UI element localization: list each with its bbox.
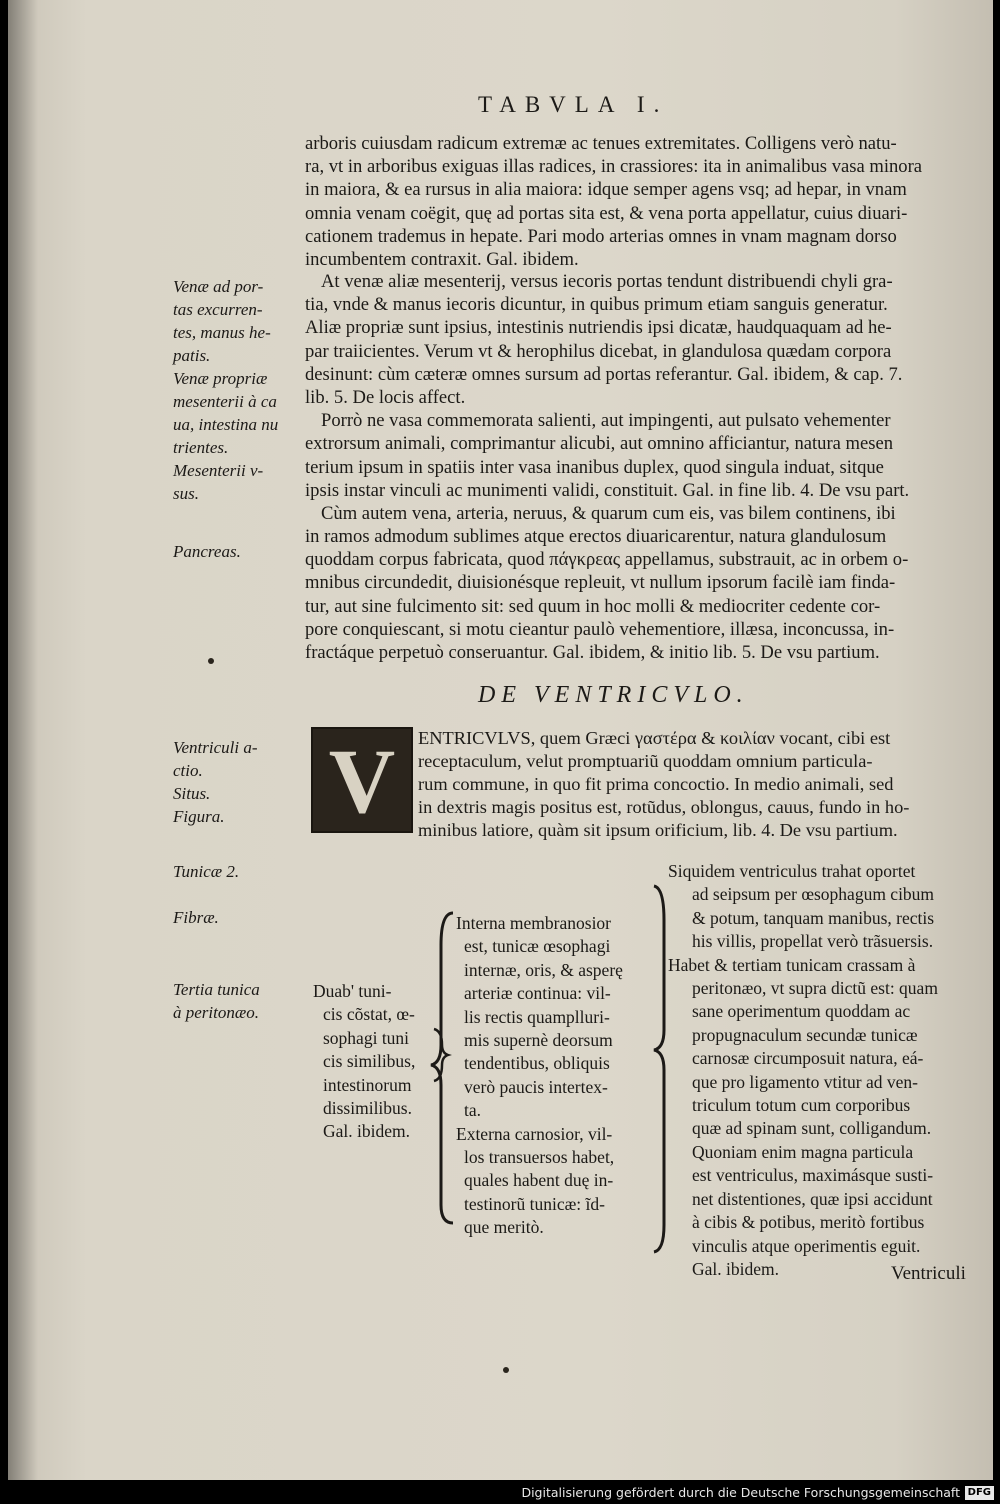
section-heading: DE VENTRICVLO. (478, 682, 749, 708)
text-line: Gal. ibidem. (323, 1121, 410, 1142)
margin-notes-ventriculi (173, 736, 258, 828)
text-line: desinunt: cùm cæteræ omnes sursum ad portas referantur. Gal. ibidem, & cap. 7. (305, 363, 903, 385)
margin-note-tunicae: Tunicæ 2. (173, 862, 240, 881)
text-line: his villis, propellat verò trãsuersis. (692, 931, 934, 952)
text-line: quoddam corpus fabricata, quod πάγκρεας appellamus, substrauit, ac in orbem o- (305, 549, 909, 571)
text-line: arboris cuiusdam radicum extremæ ac tenues extremitates. Colligens verò natu- (305, 133, 897, 154)
text-line: triculum totum cum corporibus (692, 1095, 911, 1116)
text-line: arteriæ continua: vil- (464, 983, 611, 1004)
running-head: TABVLA I. (478, 92, 669, 117)
text-line: cis cõstat, œ- (323, 1004, 415, 1025)
text-line: in ramos admodum sublimes atque erectos diuaricarentur, natura glandulosum (305, 526, 887, 548)
text-line: minibus latiore, quàm sit ipsum orificium, lib. 4. De vsu partium. (418, 820, 898, 841)
text-line: ta. (464, 1100, 482, 1121)
column-siquidem (668, 860, 938, 1281)
margin-note-line: Figura. (173, 807, 225, 826)
margin-note-line: patis. (173, 346, 211, 365)
text-line: Gal. ibidem. (692, 1258, 779, 1279)
ventriculus-paragraph-cont (305, 796, 909, 842)
text-line: verò paucis intertex- (464, 1076, 608, 1097)
margin-note-line: Ventriculi a- (173, 738, 258, 757)
small-brace (430, 1025, 452, 1085)
margin-note-tertia-tunica (173, 978, 260, 1024)
margin-note-pancreas: Pancreas. (173, 542, 241, 561)
text-line: quæ ad spinam sunt, colligandum. (692, 1118, 932, 1139)
text-line: incumbentem contraxit. Gal. ibidem. (305, 248, 579, 270)
paragraph-2 (305, 270, 909, 664)
margin-note-line: Venæ propriæ (173, 369, 268, 388)
text-line: est ventriculus, maximásque susti- (692, 1165, 934, 1186)
ink-spot (208, 658, 214, 664)
footer-text: Digitalisierung gefördert durch die Deutsche Forschungsgemeinschaft (521, 1485, 960, 1500)
text-line: los transuersos habet, (464, 1147, 615, 1168)
margin-note-line: Mesenterii v- (173, 461, 264, 480)
text-line: ra, vt in arboribus exiguas illas radices, in crassiores: ita in animalibus vasa minora (305, 156, 923, 178)
text-line: Duab' tuni- (313, 981, 392, 1001)
margin-note-line: tas excurren- (173, 300, 263, 319)
text-line: receptaculum, velut promptuariũ quoddam omnium particula- (418, 751, 873, 772)
margin-note-line: ctio. (173, 761, 203, 780)
text-line: Externa carnosior, vil- (456, 1123, 613, 1144)
text-line: peritonæo, vt supra dictũ est: quam (692, 978, 938, 999)
ventriculus-paragraph (418, 727, 894, 797)
margin-note-line: Venæ ad por- (173, 277, 264, 296)
text-line: lis rectis quamplluri- (464, 1006, 610, 1027)
text-line: vinculis atque operimentis eguit. (692, 1235, 921, 1256)
text-line: sane operimentum quoddam ac (692, 1001, 911, 1022)
text-line: dissimilibus. (323, 1098, 412, 1119)
text-line: Cùm autem vena, arteria, neruus, & quarum cum eis, vas bilem continens, ibi (321, 502, 896, 524)
margin-note-line: sus. (173, 484, 199, 503)
text-line: net distentiones, quæ ipsi accidunt (692, 1188, 933, 1209)
text-line: par traiicientes. Verum vt & herophilus dicebat, in glandulosa quædam corpora (305, 340, 892, 362)
column-duab-tunicis (313, 980, 415, 1144)
text-line: ipsis instar vinculi ac munimenti validi, constituit. Gal. in fine lib. 4. De vsu part. (305, 479, 910, 501)
text-line: testinorũ tunicæ: ĩd- (464, 1193, 605, 1214)
margin-note-line: à peritonæo. (173, 1003, 259, 1022)
text-line: Quoniam enim magna particula (692, 1141, 914, 1162)
text-line: pore conquiescant, si motu cieantur paulò vehementiore, illæsa, inconcussa, in- (305, 618, 895, 640)
column-interna-externa (456, 912, 623, 1240)
text-line: que pro ligamento vtitur ad ven- (692, 1071, 918, 1092)
text-line: Porrò ne vasa commemorata salienti, aut impingenti, aut pulsato vehementer (321, 410, 891, 432)
ink-spot (503, 1367, 509, 1373)
margin-notes-venae (173, 275, 278, 505)
text-line: que meritò. (464, 1217, 544, 1238)
margin-note-line: Tertia tunica (173, 980, 260, 999)
text-line: tendentibus, obliquis (464, 1053, 610, 1074)
digitization-footer (0, 1483, 1000, 1504)
text-line: quales habent duę in- (464, 1170, 614, 1191)
text-line: sophagi tuni (323, 1027, 410, 1048)
text-line: & potum, tanquam manibus, rectis (692, 907, 935, 928)
decorated-initial: V (311, 727, 413, 833)
text-line: carnosæ circumposuit natura, eá- (692, 1048, 924, 1069)
dfg-logo: DFG (965, 1486, 994, 1500)
text-line: Siquidem ventriculus trahat oportet (668, 861, 916, 881)
margin-note-line: tes, manus he- (173, 323, 271, 342)
text-line: Interna membranosior (456, 913, 612, 933)
text-line: in dextris magis positus est, rotũdus, oblongus, cauus, fundo in ho- (418, 797, 910, 817)
text-line: tur, aut sine fulcimento sit: sed quum in hoc molli & mediocriter cedente cor- (305, 595, 881, 617)
text-line: internæ, oris, & asperę (464, 959, 623, 980)
text-line: ad seipsum per œsophagum cibum (692, 884, 935, 905)
text-line: fractáque perpetuò conseruantur. Gal. ibidem, & initio lib. 5. De vsu partium. (305, 642, 880, 663)
text-line: omnia venam coëgit, quę ad portas sita est, & vena porta appellatur, cuius diuari- (305, 202, 908, 224)
text-line: cationem trademus in hepate. Pari modo arterias omnes in vnam magnam dorso (305, 225, 897, 247)
catchword: Ventriculi (891, 1263, 966, 1284)
margin-note-line: mesenterii à ca (173, 392, 277, 411)
margin-note-line: trientes. (173, 438, 229, 457)
text-line: mis supernè deorsum (464, 1030, 613, 1051)
book-page (8, 0, 993, 1480)
text-line: Habet & tertiam tunicam crassam à (668, 954, 916, 975)
text-line: extrorsum animali, comprimantur alicubi, aut omnino afficiantur, natura mesen (305, 433, 894, 455)
text-line: rum commune, in quo fit prima concoctio. In medio animali, sed (418, 774, 894, 795)
text-line: ENTRICVLVS, quem Græci γαστέρα & κοιλίαν vocant, cibi est (418, 728, 891, 748)
margin-note-line: Situs. (173, 784, 211, 803)
text-line: At venæ aliæ mesenterij, versus iecoris portas tendunt distribuendi chyli gra- (321, 271, 893, 292)
text-line: mnibus circundedit, diuisionésque repleuit, vt nullum ipsorum facilè iam finda- (305, 572, 896, 594)
text-line: lib. 5. De locis affect. (305, 386, 466, 408)
text-line: in maiora, & ea rursus in alia maiora: idque semper agens vsq; ad hepar, in vnam (305, 179, 907, 201)
text-line: terium ipsum in spatiis inter vasa inanibus duplex, quod singula induat, sitque (305, 456, 884, 478)
text-line: est, tunicæ œsophagi (464, 936, 611, 957)
text-line: tia, vnde & manus iecoris dicuntur, in quibus primum etiam sanguis generatur. (305, 294, 888, 316)
text-line: cis similibus, (323, 1051, 416, 1072)
margin-note-line: ua, intestina nu (173, 415, 279, 434)
text-line: intestinorum (323, 1074, 412, 1095)
margin-note-fibrae: Fibræ. (173, 908, 219, 927)
text-line: à cibis & potibus, meritò fortibus (692, 1212, 925, 1233)
text-line: Aliæ propriæ sunt ipsius, intestinis nutriendis ipsi dicatæ, haudquaquam ad he- (305, 317, 892, 339)
text-line: propugnaculum secundæ tunicæ (692, 1024, 918, 1045)
paragraph-1 (305, 132, 922, 271)
